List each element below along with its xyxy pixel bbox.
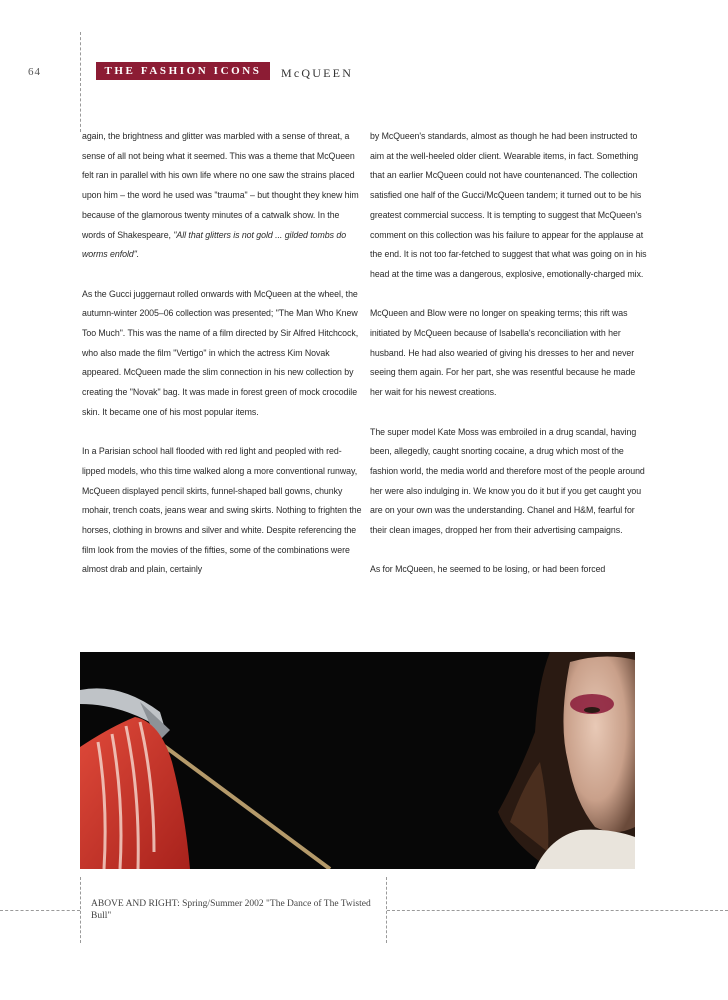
paragraph: In a Parisian school hall flooded with red light and peopled with red-lipped models, who this time walked along a more conventional runway, McQueen displayed pencil skirts, funnel-shaped ball gowns, chunky mohair, trench coats, jeans wear and swing skirts. Nothing to frighten the horses, clothing in browns and silver and white. Despite referencing the film look from the movies of the fifties, some of the combinations were almost drab and plain, certainly <box>82 446 362 575</box>
paragraph <box>82 127 362 265</box>
right-column <box>370 127 650 580</box>
margin-rule <box>80 32 81 132</box>
margin-rule <box>80 877 81 943</box>
photo-caption: ABOVE AND RIGHT: Spring/Summer 2002 "The Dance of The Twisted Bull" <box>91 899 371 921</box>
chapter-title: McQUEEN <box>281 66 354 80</box>
caption-rule-left <box>0 910 80 911</box>
paragraph: The super model Kate Moss was embroiled in a drug scandal, having been, allegedly, caught snorting cocaine, a drug which most of the fashion world, the media world and therefore most of the people around her were also indulging in. We know you do it but if you get caught you are on your own was the understanding. Chanel and H&M, fearful for their clean images, dropped her from their advertising campaigns. <box>370 426 645 536</box>
runway-photo <box>80 652 635 869</box>
section-banner: THE FASHION ICONS <box>96 62 270 80</box>
caption-rule-right <box>387 910 728 911</box>
left-column <box>82 127 362 580</box>
paragraph: As for McQueen, he seemed to be losing, or had been forced <box>370 564 606 575</box>
page-number: 64 <box>28 66 41 78</box>
paragraph-text: again, the brightness and glitter was marbled with a sense of threat, a sense of all not being what it seemed. This was a theme that McQueen felt ran in parallel with his own life where no one saw the strains placed upon him – the word he used was "trauma" – but thought they knew him because of the glamorous twenty minutes of a catwalk show. In the words of Shakespeare, <box>82 131 359 240</box>
paragraph: McQueen and Blow were no longer on speaking terms; this rift was initiated by McQueen because of Isabella's reconciliation with her husband. He had also wearied of giving his dresses to her and never seeing them again. For her part, she was resentful because he made her wait for his newest creations. <box>370 308 636 398</box>
paragraph: As the Gucci juggernaut rolled onwards with McQueen at the wheel, the autumn-winter 2005–06 collection was presented; "The Man Who Knew Too Much". This was the name of a film directed by Sir Alfred Hitchcock, who also made the film "Vertigo" in which the actress Kim Novak appeared. McQueen made the slim connection in his new collection by creating the "Novak" bag. It was made in forest green of mock crocodile skin. It became one of his most popular items. <box>82 288 359 417</box>
shakespeare-quote: "All that glitters is not gold ... gilded tombs do worms enfold". <box>82 229 347 260</box>
paragraph: by McQueen's standards, almost as though he had been instructed to aim at the well-heeled older client. Wearable items, in fact. Something that an earlier McQueen could not have countenanced. The collection satisfied one half of the Gucci/McQueen tandem; it turned out to be his greatest commercial success. It is tempting to suggest that McQueen's comment on this collection was his failure to appear for the applause at the end. It is not too far-fetched to suggest that what was going on in his head at the time was a dangerous, explosive, emotionally-charged mix. <box>370 131 647 279</box>
